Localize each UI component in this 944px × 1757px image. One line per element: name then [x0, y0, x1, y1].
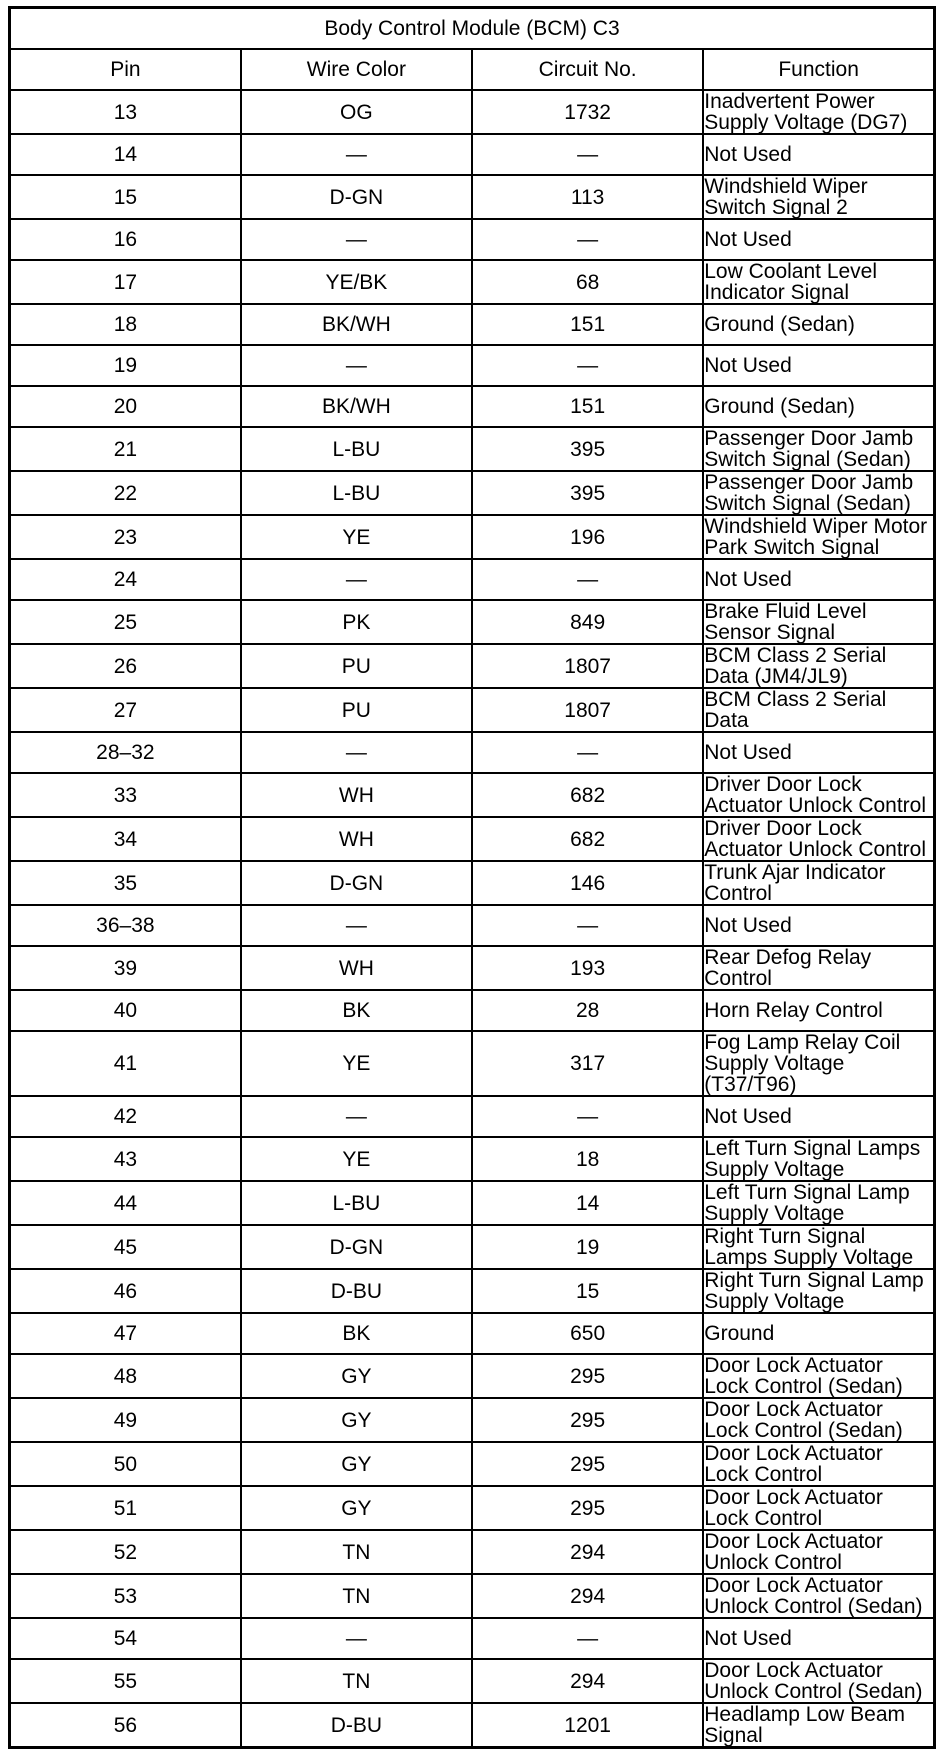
cell-wire-color: L-BU	[241, 471, 472, 515]
table-row	[10, 345, 935, 386]
cell-circuit-no: 196	[472, 515, 703, 559]
cell-function: BCM Class 2 Serial Data	[703, 688, 934, 732]
table-row	[10, 515, 935, 559]
cell-wire-color: —	[241, 345, 472, 386]
cell-pin: 41	[10, 1031, 241, 1096]
table-row	[10, 1354, 935, 1398]
cell-function: Door Lock Actuator Lock Control (Sedan)	[703, 1398, 934, 1442]
table-title-row	[10, 8, 935, 50]
cell-wire-color: TN	[241, 1574, 472, 1618]
cell-wire-color: D-BU	[241, 1269, 472, 1313]
cell-circuit-no: 294	[472, 1659, 703, 1703]
cell-circuit-no: 193	[472, 946, 703, 990]
cell-function: Not Used	[703, 1618, 934, 1659]
cell-pin: 50	[10, 1442, 241, 1486]
cell-circuit-no: 19	[472, 1225, 703, 1269]
cell-pin: 48	[10, 1354, 241, 1398]
cell-wire-color: L-BU	[241, 427, 472, 471]
table-row	[10, 260, 935, 304]
table-row	[10, 386, 935, 427]
cell-circuit-no: 1201	[472, 1703, 703, 1748]
cell-function: Rear Defog Relay Control	[703, 946, 934, 990]
cell-function: Windshield Wiper Motor Park Switch Signal	[703, 515, 934, 559]
cell-function: Not Used	[703, 559, 934, 600]
cell-function: Not Used	[703, 219, 934, 260]
cell-circuit-no: 682	[472, 773, 703, 817]
column-header-function: Function	[703, 49, 934, 90]
table-row	[10, 773, 935, 817]
cell-pin: 13	[10, 90, 241, 134]
cell-function: Right Turn Signal Lamps Supply Voltage	[703, 1225, 934, 1269]
cell-function: Fog Lamp Relay Coil Supply Voltage (T37/T96)	[703, 1031, 934, 1096]
cell-pin: 33	[10, 773, 241, 817]
cell-circuit-no: —	[472, 1618, 703, 1659]
table-row	[10, 1703, 935, 1748]
cell-pin: 55	[10, 1659, 241, 1703]
cell-wire-color: BK/WH	[241, 386, 472, 427]
cell-circuit-no: —	[472, 559, 703, 600]
table-row	[10, 1137, 935, 1181]
cell-function: Not Used	[703, 1096, 934, 1137]
table-row	[10, 134, 935, 175]
cell-circuit-no: —	[472, 732, 703, 773]
cell-wire-color: BK/WH	[241, 304, 472, 345]
cell-pin: 22	[10, 471, 241, 515]
cell-pin: 23	[10, 515, 241, 559]
cell-wire-color: BK	[241, 990, 472, 1031]
cell-pin: 42	[10, 1096, 241, 1137]
cell-pin: 35	[10, 861, 241, 905]
cell-circuit-no: 294	[472, 1574, 703, 1618]
table-row	[10, 427, 935, 471]
cell-pin: 51	[10, 1486, 241, 1530]
cell-circuit-no: 682	[472, 817, 703, 861]
table-row	[10, 732, 935, 773]
cell-circuit-no: —	[472, 345, 703, 386]
cell-pin: 40	[10, 990, 241, 1031]
cell-circuit-no: 295	[472, 1486, 703, 1530]
cell-pin: 56	[10, 1703, 241, 1748]
cell-wire-color: —	[241, 559, 472, 600]
cell-wire-color: OG	[241, 90, 472, 134]
cell-wire-color: TN	[241, 1530, 472, 1574]
cell-circuit-no: 395	[472, 427, 703, 471]
cell-pin: 28–32	[10, 732, 241, 773]
cell-wire-color: D-GN	[241, 175, 472, 219]
cell-function: Windshield Wiper Switch Signal 2	[703, 175, 934, 219]
table-row	[10, 1031, 935, 1096]
cell-function: Passenger Door Jamb Switch Signal (Sedan)	[703, 471, 934, 515]
cell-function: Driver Door Lock Actuator Unlock Control	[703, 773, 934, 817]
cell-circuit-no: 294	[472, 1530, 703, 1574]
cell-circuit-no: 317	[472, 1031, 703, 1096]
cell-wire-color: PU	[241, 688, 472, 732]
cell-circuit-no: 151	[472, 304, 703, 345]
cell-wire-color: —	[241, 134, 472, 175]
table-row	[10, 1442, 935, 1486]
cell-function: Not Used	[703, 732, 934, 773]
cell-pin: 20	[10, 386, 241, 427]
cell-circuit-no: 18	[472, 1137, 703, 1181]
cell-pin: 49	[10, 1398, 241, 1442]
cell-pin: 21	[10, 427, 241, 471]
table-row	[10, 1181, 935, 1225]
cell-function: Left Turn Signal Lamps Supply Voltage	[703, 1137, 934, 1181]
table-row	[10, 817, 935, 861]
cell-pin: 46	[10, 1269, 241, 1313]
cell-pin: 26	[10, 644, 241, 688]
cell-circuit-no: 650	[472, 1313, 703, 1354]
cell-function: Door Lock Actuator Unlock Control (Sedan)	[703, 1659, 934, 1703]
table-row	[10, 861, 935, 905]
cell-pin: 24	[10, 559, 241, 600]
cell-wire-color: L-BU	[241, 1181, 472, 1225]
column-header-circuit-no: Circuit No.	[472, 49, 703, 90]
table-body	[10, 90, 935, 1748]
table-row	[10, 1530, 935, 1574]
cell-function: Door Lock Actuator Unlock Control (Sedan)	[703, 1574, 934, 1618]
cell-wire-color: YE	[241, 1031, 472, 1096]
cell-wire-color: D-GN	[241, 861, 472, 905]
cell-function: Not Used	[703, 905, 934, 946]
cell-function: Door Lock Actuator Lock Control	[703, 1486, 934, 1530]
cell-circuit-no: 14	[472, 1181, 703, 1225]
bcm-c3-pinout-table	[8, 6, 936, 1749]
table-row	[10, 1486, 935, 1530]
cell-circuit-no: 113	[472, 175, 703, 219]
table-row	[10, 1574, 935, 1618]
column-header-pin: Pin	[10, 49, 241, 90]
cell-circuit-no: —	[472, 1096, 703, 1137]
cell-pin: 43	[10, 1137, 241, 1181]
cell-circuit-no: 849	[472, 600, 703, 644]
cell-function: Not Used	[703, 134, 934, 175]
cell-function: Ground (Sedan)	[703, 304, 934, 345]
cell-wire-color: GY	[241, 1486, 472, 1530]
cell-wire-color: TN	[241, 1659, 472, 1703]
cell-pin: 16	[10, 219, 241, 260]
table-row	[10, 644, 935, 688]
cell-wire-color: PU	[241, 644, 472, 688]
cell-wire-color: —	[241, 1096, 472, 1137]
cell-pin: 53	[10, 1574, 241, 1618]
table-row	[10, 1225, 935, 1269]
cell-pin: 25	[10, 600, 241, 644]
cell-wire-color: —	[241, 219, 472, 260]
cell-pin: 34	[10, 817, 241, 861]
cell-wire-color: YE	[241, 515, 472, 559]
table-row	[10, 471, 935, 515]
cell-circuit-no: 295	[472, 1354, 703, 1398]
table-row	[10, 1659, 935, 1703]
cell-circuit-no: 151	[472, 386, 703, 427]
cell-circuit-no: 1807	[472, 644, 703, 688]
cell-pin: 54	[10, 1618, 241, 1659]
cell-circuit-no: 28	[472, 990, 703, 1031]
cell-wire-color: WH	[241, 817, 472, 861]
cell-pin: 19	[10, 345, 241, 386]
table-row	[10, 1618, 935, 1659]
cell-pin: 17	[10, 260, 241, 304]
cell-wire-color: D-BU	[241, 1703, 472, 1748]
cell-wire-color: YE	[241, 1137, 472, 1181]
cell-pin: 39	[10, 946, 241, 990]
cell-function: Not Used	[703, 345, 934, 386]
cell-circuit-no: 395	[472, 471, 703, 515]
table-row	[10, 1269, 935, 1313]
cell-circuit-no: 1807	[472, 688, 703, 732]
cell-wire-color: PK	[241, 600, 472, 644]
cell-function: Door Lock Actuator Lock Control	[703, 1442, 934, 1486]
table-row	[10, 990, 935, 1031]
cell-circuit-no: 295	[472, 1398, 703, 1442]
cell-wire-color: GY	[241, 1354, 472, 1398]
table-row	[10, 688, 935, 732]
cell-function: Inadvertent Power Supply Voltage (DG7)	[703, 90, 934, 134]
cell-function: Driver Door Lock Actuator Unlock Control	[703, 817, 934, 861]
cell-function: Ground	[703, 1313, 934, 1354]
cell-pin: 47	[10, 1313, 241, 1354]
cell-circuit-no: —	[472, 905, 703, 946]
cell-wire-color: —	[241, 905, 472, 946]
cell-function: Right Turn Signal Lamp Supply Voltage	[703, 1269, 934, 1313]
cell-function: Door Lock Actuator Unlock Control	[703, 1530, 934, 1574]
table-row	[10, 946, 935, 990]
table-row	[10, 1398, 935, 1442]
cell-function: Ground (Sedan)	[703, 386, 934, 427]
cell-pin: 27	[10, 688, 241, 732]
cell-function: Headlamp Low Beam Signal	[703, 1703, 934, 1748]
cell-circuit-no: —	[472, 134, 703, 175]
cell-pin: 18	[10, 304, 241, 345]
cell-pin: 45	[10, 1225, 241, 1269]
table-row	[10, 600, 935, 644]
cell-pin: 44	[10, 1181, 241, 1225]
table-row	[10, 219, 935, 260]
cell-pin: 36–38	[10, 905, 241, 946]
cell-function: Brake Fluid Level Sensor Signal	[703, 600, 934, 644]
cell-circuit-no: —	[472, 219, 703, 260]
cell-wire-color: —	[241, 732, 472, 773]
cell-function: Horn Relay Control	[703, 990, 934, 1031]
cell-pin: 15	[10, 175, 241, 219]
cell-wire-color: WH	[241, 773, 472, 817]
cell-function: Passenger Door Jamb Switch Signal (Sedan)	[703, 427, 934, 471]
cell-circuit-no: 15	[472, 1269, 703, 1313]
table-row	[10, 90, 935, 134]
table-header-row	[10, 49, 935, 90]
cell-wire-color: —	[241, 1618, 472, 1659]
cell-pin: 52	[10, 1530, 241, 1574]
table-row	[10, 559, 935, 600]
cell-circuit-no: 68	[472, 260, 703, 304]
cell-wire-color: D-GN	[241, 1225, 472, 1269]
table-row	[10, 304, 935, 345]
table-row	[10, 1313, 935, 1354]
cell-wire-color: GY	[241, 1442, 472, 1486]
cell-circuit-no: 1732	[472, 90, 703, 134]
cell-function: BCM Class 2 Serial Data (JM4/JL9)	[703, 644, 934, 688]
cell-wire-color: BK	[241, 1313, 472, 1354]
table-head	[10, 8, 935, 91]
cell-wire-color: WH	[241, 946, 472, 990]
table-row	[10, 1096, 935, 1137]
cell-wire-color: GY	[241, 1398, 472, 1442]
cell-circuit-no: 295	[472, 1442, 703, 1486]
table-title: Body Control Module (BCM) C3	[10, 8, 935, 50]
cell-circuit-no: 146	[472, 861, 703, 905]
cell-pin: 14	[10, 134, 241, 175]
table-row	[10, 905, 935, 946]
table-row	[10, 175, 935, 219]
cell-function: Left Turn Signal Lamp Supply Voltage	[703, 1181, 934, 1225]
cell-wire-color: YE/BK	[241, 260, 472, 304]
column-header-wire-color: Wire Color	[241, 49, 472, 90]
cell-function: Low Coolant Level Indicator Signal	[703, 260, 934, 304]
cell-function: Door Lock Actuator Lock Control (Sedan)	[703, 1354, 934, 1398]
cell-function: Trunk Ajar Indicator Control	[703, 861, 934, 905]
